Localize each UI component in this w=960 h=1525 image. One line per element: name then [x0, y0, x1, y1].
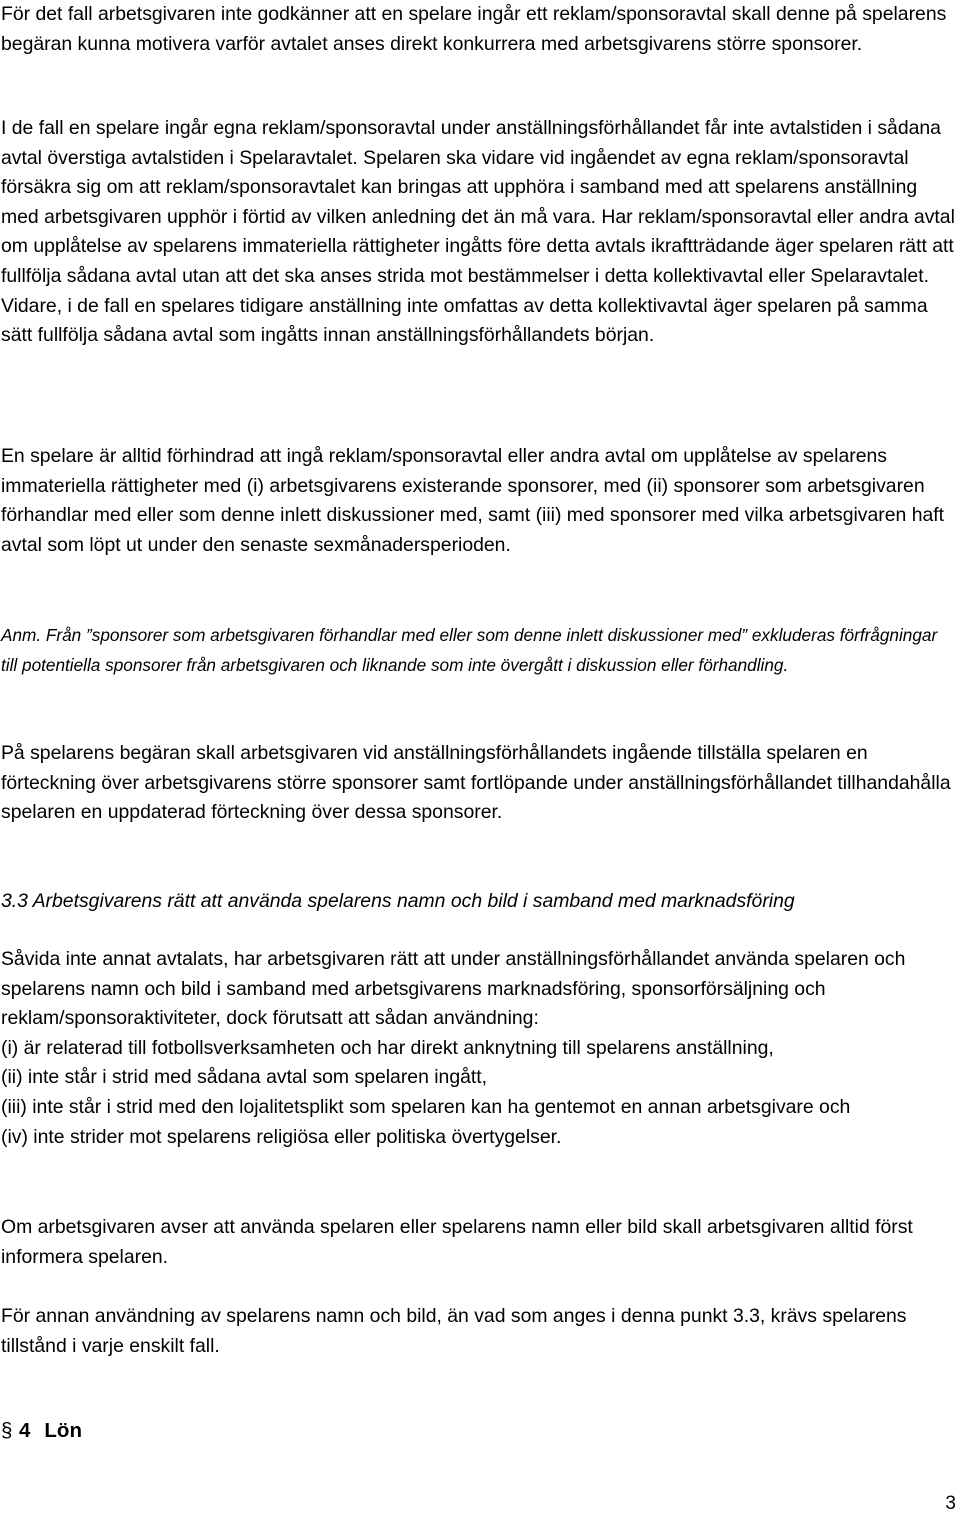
- section-number: 4: [19, 1419, 31, 1442]
- paragraph-prohibited-sponsors: En spelare är alltid förhindrad att ingå reklam/sponsoravtal eller andra avtal om upplåtelse av spelarens immateriella rättigheter med (i) arbetsgivarens existerande sponsorer, med (ii) sponsorer som arbetsgivaren förhandlar med eller som denne inlett diskussioner med, samt (iii) med sponsorer med vilka arbetsgivaren haft avtal som löpt ut under den senaste sexmånadersperioden.: [1, 445, 945, 556]
- note-annotation: Anm. Från ”sponsorer som arbetsgivaren förhandlar med eller som denne inlett diskussioner med” exkluderas förfrågningar till potentiella sponsorer från arbetsgivaren och liknande som inte övergått i diskussion eller förhandling.: [1, 625, 938, 675]
- usage-item-ii: (ii) inte står i strid med sådana avtal som spelaren ingått,: [1, 1066, 488, 1089]
- section-marker: §: [1, 1419, 13, 1442]
- section-title: Lön: [44, 1419, 82, 1442]
- section-heading-4: [1, 1415, 82, 1447]
- usage-intro: Såvida inte annat avtalats, har arbetsgivaren rätt att under anställningsförhållandet använda spelaren och spelarens namn och bild i samband med arbetsgivarens marknadsföring, sponsorförsäljning och reklam/sponsoraktiviteter, dock förutsatt att sådan användning:: [1, 948, 906, 1030]
- paragraph-sponsor-justification: För det fall arbetsgivaren inte godkänner att en spelare ingår ett reklam/sponsoravtal skall denne på spelarens begäran kunna motivera varför avtalet anses direkt konkurrera med arbetsgivarens större sponsorer.: [1, 3, 947, 55]
- paragraph-usage-conditions: [1, 945, 957, 1152]
- usage-item-iii: (iii) inte står i strid med den lojalitetsplikt som spelaren kan ha gentemot en annan arbetsgivare och: [1, 1095, 851, 1118]
- section-heading-3-3: 3.3 Arbetsgivarens rätt att använda spelarens namn och bild i samband med marknadsföring: [1, 890, 795, 912]
- usage-item-i: (i) är relaterad till fotbollsverksamheten och har direkt anknytning till spelarens anställning,: [1, 1036, 774, 1059]
- paragraph-own-sponsor-agreements: I de fall en spelare ingår egna reklam/sponsoravtal under anställningsförhållandet får inte avtalstiden i sådana avtal överstiga avtalstiden i Spelaravtalet. Spelaren ska vidare vid ingåendet av egna reklam/sponsoravtal försäkra sig om att reklam/sponsoravtalet kan bringas att upphöra i samband med att spelarens anställning med arbetsgivaren upphör i förtid av vilken anledning det än må vara. Har reklam/sponsoravtal eller andra avtal om upplåtelse av spelarens immateriella rättigheter ingåtts före detta avtals ikraftträdande äger spelaren rätt att fullfölja sådana avtal utan att det ska anses strida mot bestämmelser i detta kollektivavtal eller Spelaravtalet. Vidare, i de fall en spelares tidigare anställning inte omfattas av detta kollektivavtal äger spelaren på samma sätt fullfölja sådana avtal som ingåtts innan anställningsförhållandets början.: [1, 117, 955, 347]
- paragraph-inform-player: Om arbetsgivaren avser att använda spelaren eller spelarens namn eller bild skall arbetsgivaren alltid först informera spelaren.: [1, 1216, 913, 1268]
- paragraph-consent-required: För annan användning av spelarens namn och bild, än vad som anges i denna punkt 3.3, krävs spelarens tillstånd i varje enskilt fall.: [1, 1305, 907, 1357]
- paragraph-sponsor-list: På spelarens begäran skall arbetsgivaren vid anställningsförhållandets ingående tillställa spelaren en förteckning över arbetsgivarens större sponsorer samt fortlöpande under anställningsförhållandet tillhandahålla spelaren en uppdaterad förteckning över dessa sponsorer.: [1, 742, 951, 824]
- page-number: 3: [945, 1493, 956, 1514]
- usage-item-iv: (iv) inte strider mot spelarens religiösa eller politiska övertygelser.: [1, 1125, 562, 1148]
